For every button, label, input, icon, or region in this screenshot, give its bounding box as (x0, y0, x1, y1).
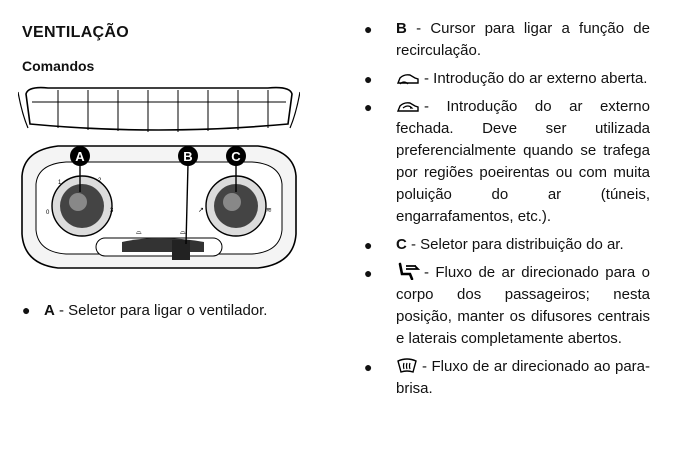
list-item: ● - Introdução do ar externo fechada. Deve ser utilizada preferencialmente quando se trafega por regiões poeirentas ou com muita poluição do ar (túneis, engarrafamentos, etc.). (364, 98, 650, 225)
svg-text:⌓: ⌓ (136, 228, 142, 236)
bullet-key: A (44, 302, 55, 319)
item-text: - Seletor para distribuição do ar. (406, 236, 624, 253)
seat-airflow-icon (396, 262, 420, 280)
item-text: - Introdução do ar externo fechada. Deve ser utilizada preferencialmente quando se trafega por regiões poeirentas ou com muita poluição do ar (túneis, engarrafamentos, etc.). (396, 98, 650, 225)
item-text: - Fluxo de ar direcionado ao para-brisa. (396, 358, 650, 397)
callout-b (178, 146, 198, 166)
svg-text:C: C (231, 149, 241, 164)
legend-list (364, 18, 650, 406)
item-key: C (396, 236, 407, 253)
item-text: - Cursor para ligar a função de recirculação. (396, 20, 650, 59)
callout-c (226, 146, 246, 166)
section-subtitle: Comandos (22, 58, 95, 74)
list-item: ● - Fluxo de ar direcionado ao para-brisa. (364, 358, 650, 397)
car-air-closed-icon (396, 100, 420, 114)
item-text: - Introdução do ar externo aberta. (424, 70, 648, 87)
fan-selector-bullet: ● A - Seletor para ligar o ventilador. (22, 302, 268, 319)
svg-text:≋: ≋ (266, 206, 272, 214)
svg-text:A: A (75, 149, 85, 164)
svg-text:⌓: ⌓ (180, 228, 186, 236)
bullet-text: - Seletor para ligar o ventilador. (54, 302, 268, 319)
callout-a (70, 146, 90, 166)
list-item: ● - Introdução do ar externo aberta. (364, 70, 648, 87)
item-text: - Fluxo de ar direcionado para o corpo dos passageiros; nesta posição, manter os difusores centrais e laterais completamente abertos. (396, 264, 650, 347)
svg-text:3: 3 (110, 208, 114, 214)
control-panel-illustration (18, 84, 300, 274)
car-air-open-icon (396, 72, 420, 86)
svg-text:1: 1 (58, 180, 62, 186)
svg-text:B: B (183, 149, 193, 164)
svg-text:0: 0 (46, 210, 50, 216)
list-item: ● - Fluxo de ar direcionado para o corpo dos passageiros; nesta posição, manter os difusores centrais e laterais completamente abertos. (364, 264, 650, 347)
vent-grille (26, 88, 292, 130)
section-title: VENTILAÇÃO (22, 24, 129, 41)
windshield-defrost-icon (396, 358, 418, 374)
item-key: B (396, 20, 407, 37)
svg-text:2: 2 (98, 178, 102, 184)
svg-text:↗: ↗ (198, 206, 204, 214)
list-item: ● B - Cursor para ligar a função de recirculação. (364, 20, 650, 59)
list-item: ● C - Seletor para distribuição do ar. (364, 236, 624, 253)
